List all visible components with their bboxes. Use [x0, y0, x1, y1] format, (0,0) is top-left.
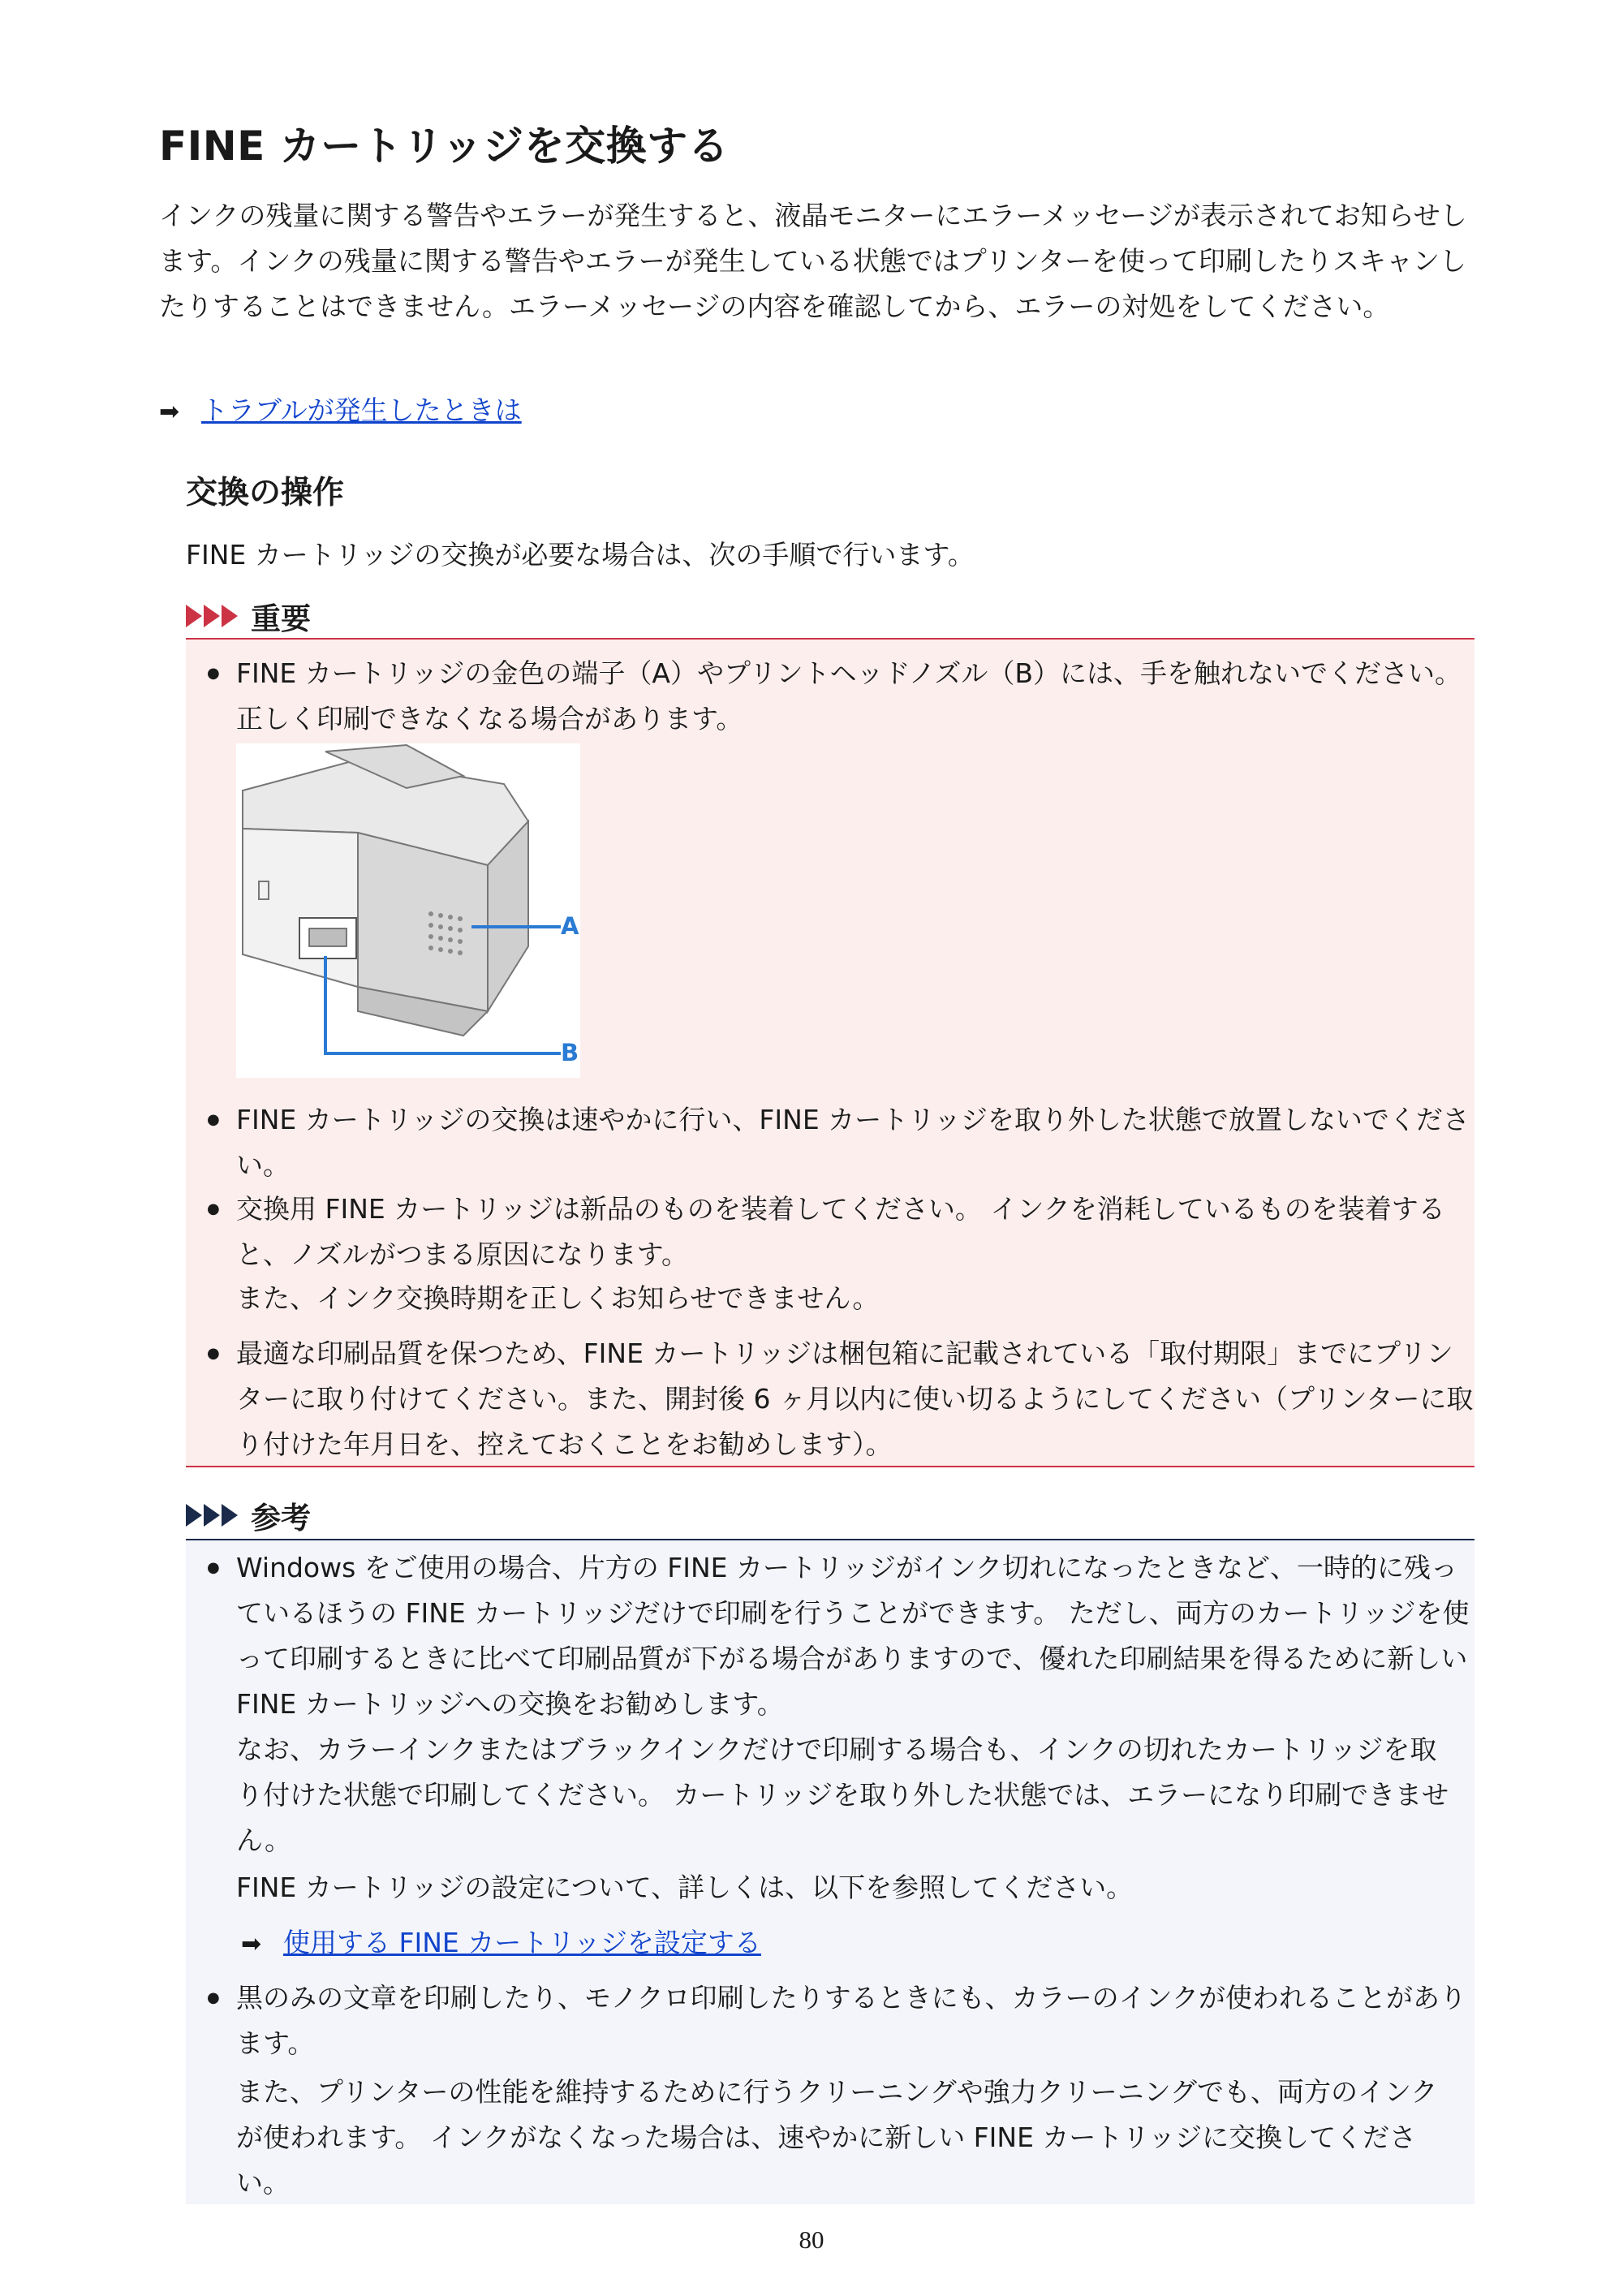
important-heading-label: 重要 — [251, 601, 311, 636]
important-item-3: ● 交換用 FINE カートリッジは新品のものを装着してください。 インクを消耗しているものを装着すると、ノズルがつまる原因になります。 — [207, 1187, 1478, 1277]
important-item-4: ● 最適な印刷品質を保つため、FINE カートリッジは梱包箱に記載されている「取付期限」までにプリンターに取り付けてください。また、開封後 6 ヶ月以内に使い切るようにしてください（プリンターに取り付けた年月日を、控えておくことをお勧めします）。 — [207, 1331, 1478, 1467]
important-item-1: ● FINE カートリッジの金色の端子（A）やプリントヘッドノズル（B）には、手を触れないでください。正しく印刷できなくなる場合があります。 — [207, 651, 1478, 742]
arrow-right-icon: ➡ — [159, 398, 180, 426]
cartridge-illustration — [236, 743, 580, 1078]
important-box — [186, 638, 1474, 1467]
note-paragraph-2: FINE カートリッジの設定について、詳しくは、以下を参照してください。 — [236, 1872, 1134, 1903]
note-paragraph-1: なお、カラーインクまたはブラックインクだけで印刷する場合も、インクの切れたカートリッジを取り付けた状態で印刷してください。 カートリッジを取り外した状態では、エラーになり印刷できません。 — [236, 1734, 1449, 1856]
note-link-row — [236, 1920, 1453, 1967]
arrow-right-icon: ➡ — [241, 1930, 262, 1958]
note-chevron-icon — [186, 1504, 239, 1527]
figure-label-a: A — [561, 912, 579, 940]
section-title: 交換の操作 — [186, 475, 345, 511]
important-sub-paragraph: また、インク交換時期を正しくお知らせできません。 — [236, 1282, 880, 1314]
cartridge-setting-link[interactable]: 使用する FINE カートリッジを設定する — [283, 1927, 761, 1958]
note-heading — [186, 1495, 311, 1536]
note-paragraph-3: また、プリンターの性能を維持するために行うクリーニングや強力クリーニングでも、両方のインクが使われます。 インクがなくなった場合は、速やかに新しい FINE カートリッジに交換してください。 — [236, 2076, 1438, 2199]
important-heading — [186, 596, 311, 636]
note-heading-label: 参考 — [251, 1501, 311, 1536]
page-number: 80 — [799, 2225, 824, 2254]
trouble-link-row — [159, 388, 522, 435]
page-title: FINE カートリッジを交換する — [159, 123, 730, 170]
note-item-1: ● Windows をご使用の場合、片方の FINE カートリッジがインク切れになったときなど、一時的に残っているほうの FINE カートリッジだけで印刷を行うことができます。 ただし、両方のカートリッジを使って印刷するときに比べて印刷品質が下がる場合がありますので、優れた印刷結果を得るために新しい FINE カートリッジへの交換をお勧めします。 — [207, 1545, 1478, 1727]
section-intro: FINE カートリッジの交換が必要な場合は、次の手順で行います。 — [186, 539, 975, 571]
note-item-2: ● 黒のみの文章を印刷したり、モノクロ印刷したりするときにも、カラーのインクが使われることがあります。 — [207, 1975, 1478, 2066]
trouble-link[interactable]: トラブルが発生したときは — [201, 394, 522, 426]
important-item-2: ● FINE カートリッジの交換は速やかに行い、FINE カートリッジを取り外した状態で放置しないでください。 — [207, 1097, 1478, 1188]
important-chevron-icon — [186, 605, 239, 627]
cartridge-figure — [236, 743, 580, 1078]
figure-label-b: B — [561, 1039, 579, 1066]
intro-paragraph: インクの残量に関する警告やエラーが発生すると、液晶モニターにエラーメッセージが表示されてお知らせします。インクの残量に関する警告やエラーが発生している状態ではプリンターを使って印刷したりスキャンしたりすることはできません。エラーメッセージの内容を確認してから、エラーの対処をしてください。 — [159, 200, 1467, 322]
note-box — [186, 1539, 1474, 2204]
